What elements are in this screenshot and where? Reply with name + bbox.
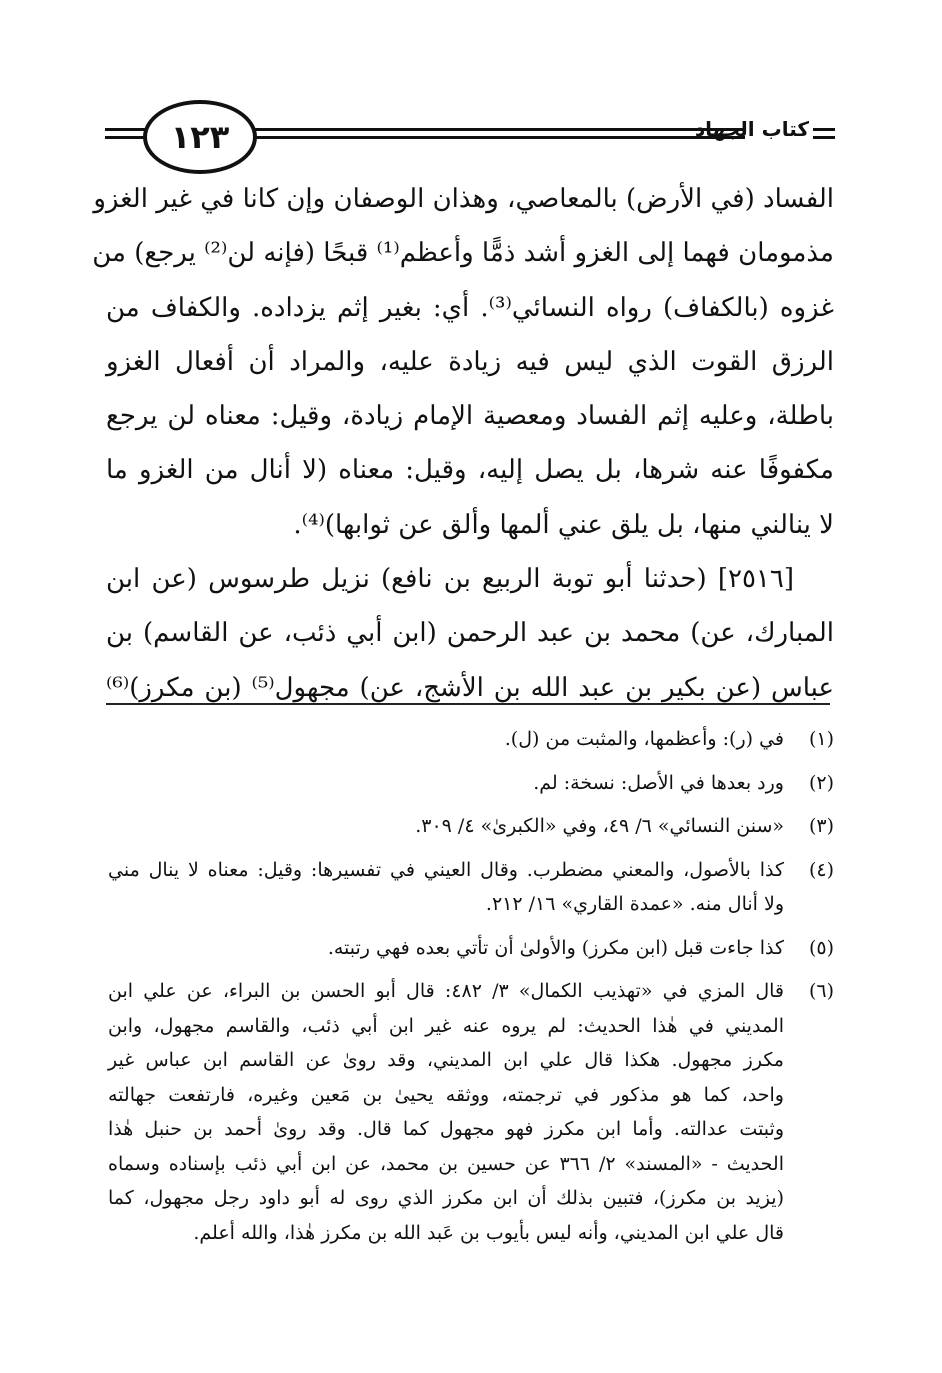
footnote-line: قال علي ابن المديني، وأنه ليس بأيوب بن عَبد الله بن مكرز هٰذا، والله أعلم.: [193, 1221, 784, 1244]
footnote: [108, 853, 834, 922]
footnote: [108, 766, 834, 801]
footnote-line: مكرز مجهول. هكذا قال علي ابن المديني، وقد روىٰ عن القاسم ابن عباس غير: [108, 1049, 784, 1071]
footnote-line: قال المزي في «تهذيب الكمال» ٣/ ٤٨٢: قال أبو الحسن بن البراء، عن علي ابن: [108, 980, 784, 1002]
header-rule: [105, 128, 145, 131]
footnote: [108, 809, 834, 844]
footnotes: [108, 722, 834, 1259]
header-rule: [255, 136, 745, 139]
footnote-line: الحديث - «المسند» ٢/ ٣٦٦ عن حسين بن محمد، عن ابن أبي ذئب بإسناده وسماه: [108, 1152, 784, 1175]
page-header: [105, 100, 835, 170]
footnote-number: (٦): [808, 980, 834, 1002]
hadith-line: المبارك، عن) محمد بن عبد الرحمن (ابن أبي ذئب، عن القاسم) بن: [106, 618, 834, 649]
footnote-line: وثبتت عدالته. وأما ابن مكرز فهو مجهول كما قال. وقد روىٰ أحمد بن حنبل هٰذا: [108, 1118, 784, 1140]
hadith-line: عباس (عن بكير بن عبد الله بن الأشج، عن) مجهول⁽⁵⁾ (بن مكرز)⁽⁶⁾: [106, 672, 834, 703]
footnote-line: كذا جاءت قبل (ابن مكرز) والأولىٰ أن تأتي بعده فهي رتبته.: [327, 936, 784, 959]
footnote-line: في (ر): وأعظمها، والمثبت من (ل).: [504, 728, 784, 750]
footnote-number: (٤): [808, 858, 834, 881]
header-rule: [105, 136, 145, 139]
text-line: الرزق القوت الذي ليس فيه زيادة عليه، والمراد أن أفعال الغزو: [106, 346, 834, 377]
text-line: مكفوفًا عنه شرها، بل يصل إليه، وقيل: معناه (لا أنال من الغزو ما: [106, 455, 834, 486]
footnote-line: ولا أنال منه. «عمدة القاري» ١٦/ ٢١٢.: [485, 893, 784, 915]
header-rule: [813, 128, 835, 131]
footnote: [108, 722, 834, 757]
footnote-number: (٣): [808, 815, 834, 837]
text-line: لا ينالني منها، بل يلق عني ألمها وألق عن ثوابها)⁽⁴⁾.: [293, 509, 834, 540]
text-line: غزوه (بالكفاف) رواه النسائي⁽³⁾. أي: بغير إثم يزداده. والكفاف من: [106, 292, 834, 323]
header-rule: [255, 128, 745, 131]
footnote-line: كذا بالأصول، والمعني مضطرب. وقال العيني في تفسيرها: وقيل: معناه لا ينال مني: [108, 858, 784, 881]
main-text: [92, 172, 834, 715]
footnote-line: «سنن النسائي» ٦/ ٤٩، وفي «الكبرىٰ» ٤/ ٣٠٩.: [415, 815, 784, 837]
footnote-line: ورد بعدها في الأصل: نسخة: لم.: [533, 771, 784, 794]
header-rule: [813, 136, 835, 139]
footnote: [108, 931, 834, 966]
book-title: كتاب الجهاد: [694, 117, 809, 141]
footnote-line: (يزيد بن مكرز)، فتبين بذلك أن ابن مكرز الذي روى له أبو داود رجل مجهول، كما: [108, 1187, 784, 1209]
footnote-line: واحد، كما هو مذكور في ترجمته، ووثقه يحيىٰ بن مَعين وغيره، فارتفعت جهالته: [108, 1083, 784, 1106]
hadith-line: [٢٥١٦] (حدثنا أبو توبة الربيع بن نافع) نزيل طرسوس (عن ابن: [106, 564, 794, 595]
text-line: الفساد (في الأرض) بالمعاصي، وهذان الوصفان وإن كانا في غير الغزو: [93, 184, 834, 214]
page-number: ١٢٣: [143, 100, 257, 174]
footnote-number: (٢): [808, 771, 834, 794]
text-line: مذمومان فهما إلى الغزو أشد ذمًّا وأعظم⁽¹⁾ قبحًا (فإنه لن⁽²⁾ يرجع) من: [92, 238, 834, 269]
footnote: [108, 974, 834, 1250]
footnote-separator: [106, 703, 830, 705]
footnote-number: (٥): [808, 936, 834, 959]
text-line: باطلة، وعليه إثم الفساد ومعصية الإمام زيادة، وقيل: معناه لن يرجع: [106, 401, 834, 432]
footnote-line: المديني في هٰذا الحديث: لم يروه عنه غير ابن أبي ذئب، والقاسم مجهول، وابن: [108, 1014, 784, 1037]
footnote-number: (١): [808, 728, 834, 750]
